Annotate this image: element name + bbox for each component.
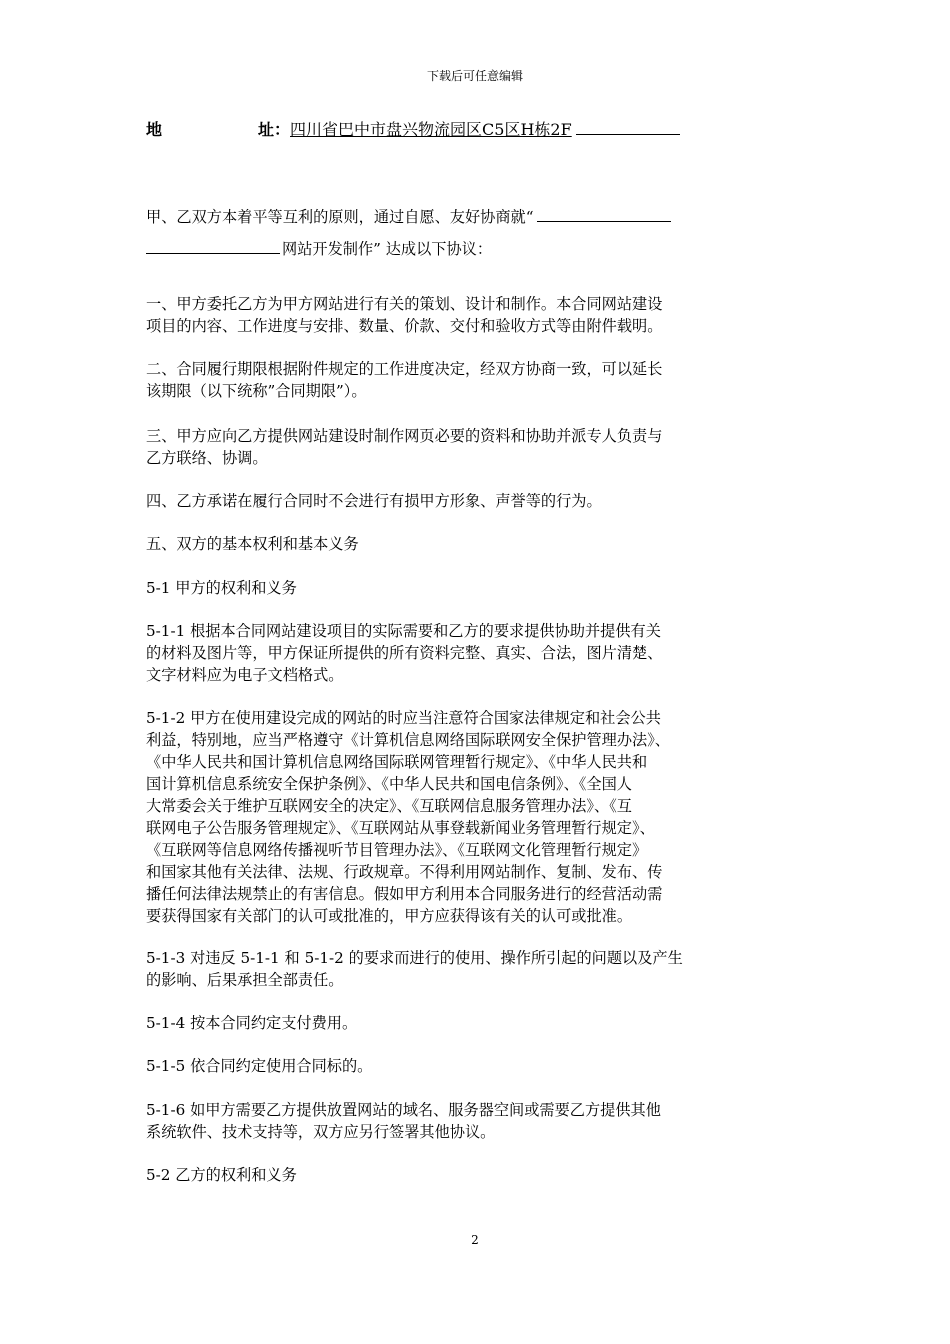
paragraph-8 xyxy=(146,707,806,927)
paragraph-line: 大常委会关于维护互联网安全的决定》、《互联网信息服务管理办法》、《互 xyxy=(146,797,632,815)
intro-line-1: 甲、乙双方本着平等互利的原则，通过自愿、友好协商就“ xyxy=(146,208,534,226)
paragraph-line: 播任何法律法规禁止的有害信息。假如甲方利用本合同服务进行的经营活动需 xyxy=(146,885,663,903)
paragraph-line: 国计算机信息系统安全保护条例》、《中华人民共和国电信条例》、《全国人 xyxy=(146,775,632,793)
intro-paragraph xyxy=(146,206,806,260)
address-blank xyxy=(576,120,680,135)
paragraph-4 xyxy=(146,490,806,512)
paragraph-line: 《互联网等信息网络传播视听节目管理办法》、《互联网文化管理暂行规定》 xyxy=(146,841,648,859)
paragraph-line: 三、甲方应向乙方提供网站建设时制作网页必要的资料和协助并派专人负责与 xyxy=(146,427,663,445)
paragraph-9 xyxy=(146,947,806,991)
paragraph-5 xyxy=(146,533,806,555)
paragraph-line: 乙方联络、协调。 xyxy=(146,449,268,467)
address-label-right: 址： xyxy=(258,120,291,139)
intro-line-2: 网站开发制作” 达成以下协议： xyxy=(282,240,493,258)
paragraph-line: 系统软件、技术支持等，双方应另行签署其他协议。 xyxy=(146,1123,496,1141)
paragraph-10 xyxy=(146,1012,806,1034)
paragraph-2 xyxy=(146,358,806,402)
paragraph-line: 5-1-1 根据本合同网站建设项目的实际需要和乙方的要求提供协助并提供有关 xyxy=(146,622,661,640)
paragraph-11 xyxy=(146,1055,806,1077)
paragraph-line: 5-1-3 对违反 5-1-1 和 5-1-2 的要求而进行的使用、操作所引起的问题以及产生 xyxy=(146,949,683,967)
paragraph-line: 《中华人民共和国计算机信息网络国际联网管理暂行规定》、《中华人民共和 xyxy=(146,753,648,771)
paragraph-line: 5-1 甲方的权利和义务 xyxy=(146,579,297,597)
paragraph-line: 5-2 乙方的权利和义务 xyxy=(146,1166,297,1184)
paragraph-3 xyxy=(146,425,806,469)
paragraph-line: 和国家其他有关法律、法规、行政规章。不得利用网站制作、复制、发布、传 xyxy=(146,863,663,881)
address-line xyxy=(146,117,680,140)
paragraph-line: 利益，特别地，应当严格遵守《计算机信息网络国际联网安全保护管理办法》、 xyxy=(146,731,670,749)
paragraph-line: 文字材料应为电子文档格式。 xyxy=(146,666,344,684)
paragraph-line: 的影响、后果承担全部责任。 xyxy=(146,971,344,989)
paragraph-line: 五、双方的基本权利和基本义务 xyxy=(146,535,359,553)
paragraph-line: 联网电子公告服务管理规定》、《互联网站从事登载新闻业务管理暂行规定》、 xyxy=(146,819,655,837)
paragraph-line: 5-1-5 依合同约定使用合同标的。 xyxy=(146,1057,373,1075)
paragraph-7 xyxy=(146,620,806,686)
paragraph-line: 5-1-2 甲方在使用建设完成的网站的时应当注意符合国家法律规定和社会公共 xyxy=(146,709,661,727)
paragraph-line: 该期限（以下统称”合同期限”）。 xyxy=(146,382,367,400)
paragraph-line: 项目的内容、工作进度与安排、数量、价款、交付和验收方式等由附件载明。 xyxy=(146,317,663,335)
address-value: 四川省巴中市盘兴物流园区C5区H栋2F xyxy=(290,120,572,139)
paragraph-line: 的材料及图片等，甲方保证所提供的所有资料完整、真实、合法，图片清楚、 xyxy=(146,644,663,662)
paragraph-6 xyxy=(146,577,806,599)
address-label-left: 地 xyxy=(146,120,163,139)
paragraph-line: 5-1-4 按本合同约定支付费用。 xyxy=(146,1014,358,1032)
paragraph-1 xyxy=(146,293,806,337)
intro-blank-1 xyxy=(537,206,671,222)
paragraph-12 xyxy=(146,1099,806,1143)
page-header: 下载后可任意编辑 xyxy=(426,69,523,83)
paragraph-line: 一、甲方委托乙方为甲方网站进行有关的策划、设计和制作。本合同网站建设 xyxy=(146,295,663,313)
paragraph-13 xyxy=(146,1164,806,1186)
intro-blank-2 xyxy=(146,238,280,254)
paragraph-line: 四、乙方承诺在履行合同时不会进行有损甲方形象、声誉等的行为。 xyxy=(146,492,602,510)
paragraph-line: 要获得国家有关部门的认可或批准的，甲方应获得该有关的认可或批准。 xyxy=(146,907,632,925)
page-number: 2 xyxy=(471,1233,479,1247)
paragraph-line: 5-1-6 如甲方需要乙方提供放置网站的域名、服务器空间或需要乙方提供其他 xyxy=(146,1101,661,1119)
paragraph-line: 二、合同履行期限根据附件规定的工作进度决定，经双方协商一致，可以延长 xyxy=(146,360,663,378)
